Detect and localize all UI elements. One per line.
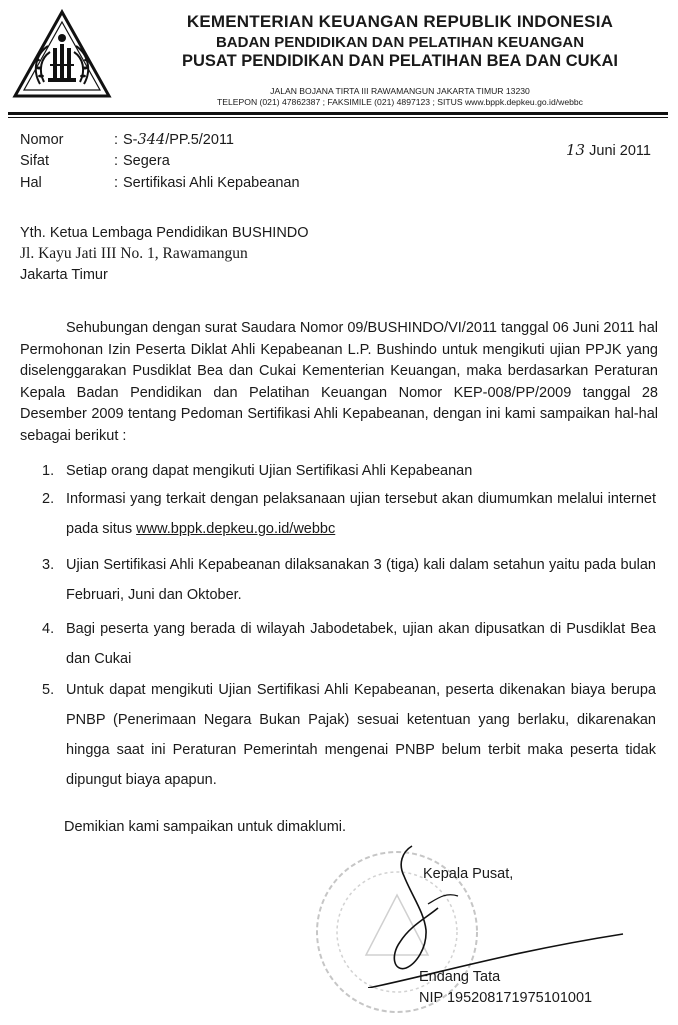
date-day-handwritten: 13 (566, 141, 586, 159)
website-link[interactable]: www.bppk.depkeu.go.id/webbc (136, 521, 336, 537)
nomor-prefix: S- (123, 132, 138, 148)
signatory-nip: NIP 195208171975101001 (419, 990, 593, 1006)
nomor-label: Nomor (20, 132, 64, 148)
hal-colon: : (114, 175, 119, 191)
date-month-year: Juni 2011 (589, 143, 651, 159)
intro-paragraph (20, 318, 658, 448)
sifat-label: Sifat (20, 153, 50, 169)
recipient-line-3: Jakarta Timur (20, 267, 108, 283)
letterhead-address: JALAN BOJANA TIRTA III RAWAMANGUN JAKARTA TIMUR 13230 (270, 86, 530, 96)
recipient-line-1: Yth. Ketua Lembaga Pendidikan BUSHINDO (20, 225, 309, 241)
sifat-value: Segera (123, 153, 170, 169)
letterhead-contact: TELEPON (021) 47862387 ; FAKSIMILE (021) 4897123 ; SITUS www.bppk.depkeu.go.id/webbc (217, 97, 583, 107)
list-item-number: 3. (42, 557, 55, 573)
intro-text: Sehubungan dengan surat Saudara Nomor 09/BUSHINDO/VI/2011 tanggal 06 Juni 2011 hal Permohonan Izin Peserta Diklat Ahli Kepabeanan L.P. Bushindo untuk mengikuti ujian PPJK yang diselenggarakan Pusdiklat Bea dan Cukai Kementerian Keuangan, maka berdasarkan Peraturan Kepala Badan Pendidikan dan Pelatihan Keuangan Nomor KEP-008/PP/2009 tanggal 28 Desember 2009 tentang Pedoman Sertifikasi Ahli Kepabeanan, dengan ini kami sampaikan hal-hal sebagai berikut : (20, 320, 658, 444)
closing-sentence: Demikian kami sampaikan untuk dimaklumi. (64, 819, 347, 835)
nomor-handwritten: 344 (137, 132, 166, 148)
letterhead-agency: BADAN PENDIDIKAN DAN PELATIHAN KEUANGAN (215, 34, 585, 51)
nomor-value (123, 132, 234, 148)
list-item-text (66, 484, 656, 544)
letterhead-divider (8, 112, 668, 115)
sifat-colon: : (114, 153, 119, 169)
list-item-number: 1. (42, 463, 55, 479)
list-item-text-main: Informasi yang terkait dengan pelaksanaan ujian tersebut akan diumumkan melalui internet pada situs (66, 491, 656, 537)
nomor-suffix: /PP.5/2011 (165, 132, 234, 148)
ministry-logo-icon (10, 8, 114, 100)
signature-icon (368, 838, 628, 988)
signatory-name: Endang Tata (419, 969, 501, 985)
list-item-text: Setiap orang dapat mengikuti Ujian Sertifikasi Ahli Kepabeanan (66, 463, 473, 479)
recipient-line-2: Jl. Kayu Jati III No. 1, Rawamangun (20, 245, 248, 262)
list-item-text: Ujian Sertifikasi Ahli Kepabeanan dilaksanakan 3 (tiga) kali dalam setahun yaitu pada bulan Februari, Juni dan Oktober. (66, 557, 656, 603)
letter-date (566, 141, 651, 159)
hal-label: Hal (20, 175, 42, 191)
nomor-colon: : (114, 132, 119, 148)
letterhead-ministry: KEMENTERIAN KEUANGAN REPUBLIK INDONESIA (186, 12, 614, 31)
hal-value: Sertifikasi Ahli Kepabeanan (123, 175, 300, 191)
list-item-number: 5. (42, 682, 55, 698)
letterhead-center: PUSAT PENDIDIKAN DAN PELATIHAN BEA DAN CUKAI (181, 52, 619, 70)
letterhead-divider-thin (8, 117, 668, 118)
signatory-title: Kepala Pusat, (423, 866, 514, 882)
list-item-number: 2. (42, 491, 55, 507)
list-item-text: Bagi peserta yang berada di wilayah Jabodetabek, ujian akan dipusatkan di Pusdiklat Bea dan Cukai (66, 621, 656, 667)
list-item-number: 4. (42, 621, 55, 637)
list-item-text: Untuk dapat mengikuti Ujian Sertifikasi Ahli Kepabeanan, peserta dikenakan biaya berupa PNBP (Penerimaan Negara Bukan Pajak) sesuai ketentuan yang berlaku, dikarenakan hingga saat ini Peraturan Pemerintah mengenai PNBP belum terbit maka peserta tidak dipungut biaya apapun. (66, 682, 656, 788)
